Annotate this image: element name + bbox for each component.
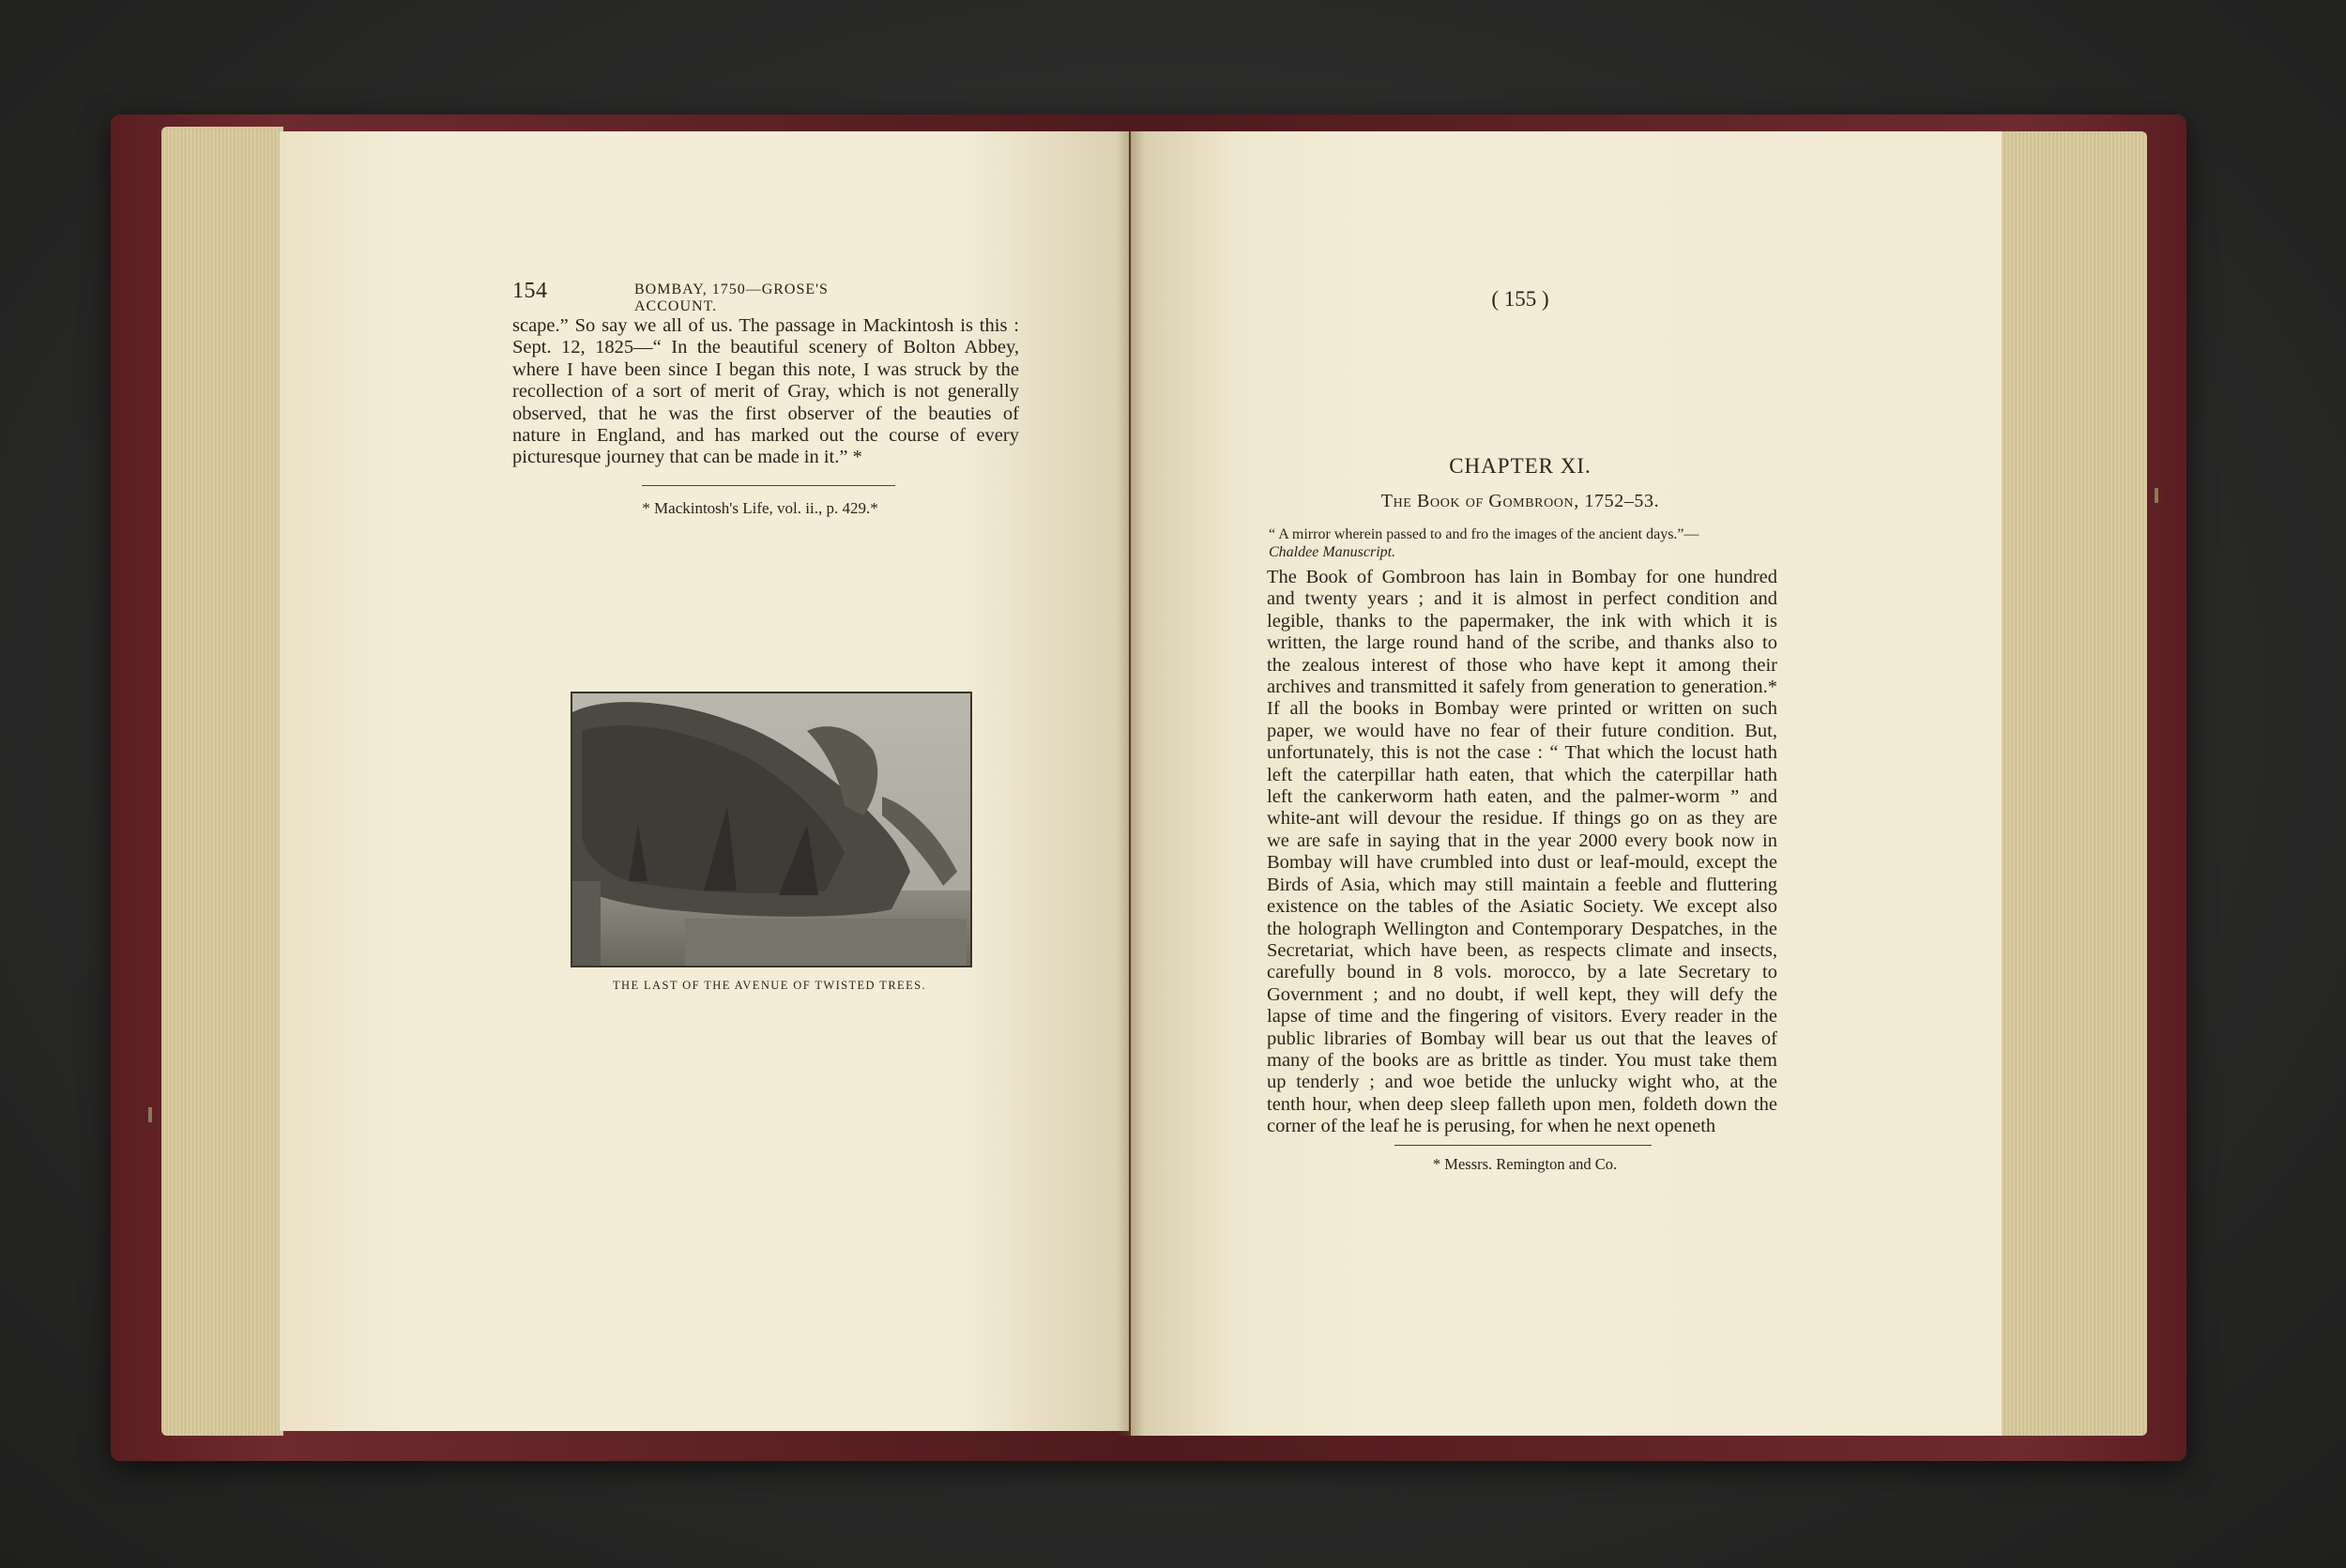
text-line: where I have been since I began this note, I was struck by the [512,358,1019,380]
text-line: Secretariat, which have been, as respects climate and insects, [1267,939,1777,961]
text-line: lapse of time and the fingering of visitors. Every reader in the [1267,1006,1777,1028]
text-line: If all the books in Bombay were printed or written on such [1267,698,1777,720]
left-body-text [512,315,1019,469]
text-line: many of the books are as brittle as tinder. You must take them [1267,1049,1777,1071]
text-line: legible, thanks to the papermaker, the ink with which it is [1267,610,1777,632]
text-line: corner of the leaf he is perusing, for when he next openeth [1267,1116,1716,1137]
text-line: written, the large round hand of the scribe, and thanks also to [1267,632,1777,654]
text-line: nature in England, and has marked out the course of every [512,425,1019,447]
text-line: Government ; and no doubt, if well kept, they will defy the [1267,983,1777,1005]
text-line: Birds of Asia, which may still maintain a feeble and fluttering [1267,874,1777,895]
epigraph-source: Chaldee Manuscript. [1269,544,1396,560]
edge-mark [148,1107,152,1122]
photo-plate [571,692,972,967]
footnote-rule [642,485,895,486]
right-footnote: * Messrs. Remington and Co. [1432,1155,1618,1173]
gutter-shadow [1117,131,1145,1436]
text-line: Bombay will have crumbled into dust or leaf-mould, except the [1267,852,1777,874]
text-line: and twenty years ; and it is almost in perfect condition and [1267,588,1777,610]
text-line: scape.” So say we all of us. The passage in Mackintosh is this : [512,315,1019,336]
text-line: picturesque journey that can be made in it.” * [512,447,862,468]
text-line: Sept. 12, 1825—“ In the beautiful scenery of Bolton Abbey, [512,337,1019,358]
chapter-subheading: The Book of Gombroon, 1752–53. [1380,491,1660,511]
text-line: up tenderly ; and woe betide the unlucky wight who, at the [1267,1072,1777,1093]
text-line: The Book of Gombroon has lain in Bombay for one hundred [1267,567,1777,587]
text-line: carefully bound in 8 vols. morocco, by a late Secretary to [1267,962,1777,983]
epigraph-quote: “ A mirror wherein passed to and fro the images of the ancient days.”— [1269,526,1699,542]
footnote-rule-right [1394,1145,1652,1146]
epigraph [1269,525,1775,561]
text-line: existence on the tables of the Asiatic Society. We except also [1267,896,1777,918]
text-line: tenth hour, when deep sleep falleth upon men, foldeth down the [1267,1093,1777,1115]
left-footnote: * Mackintosh's Life, vol. ii., p. 429.* [642,499,878,517]
text-line: the holograph Wellington and Contemporary Despatches, in the [1267,918,1777,939]
text-line: the zealous interest of those who have kept it among their [1267,654,1777,676]
text-line: recollection of a sort of merit of Gray, which is not generally [512,381,1019,403]
plate-caption: THE LAST OF THE AVENUE OF TWISTED TREES. [612,979,927,992]
text-line: public libraries of Bombay will bear us out that the leaves of [1267,1028,1777,1049]
edge-mark [2155,488,2158,503]
running-head-title: BOMBAY, 1750—GROSE'S ACCOUNT. [634,282,829,314]
chapter-heading: CHAPTER XI. [1449,454,1592,478]
folio-155: ( 155 ) [1491,287,1549,311]
left-page-edges [161,127,283,1436]
twisted-trees-image [572,693,970,966]
right-page-edges [1988,131,2147,1436]
text-line: observed, that he was the first observer of the beauties of [512,403,1019,424]
text-line: paper, we would have no fear of their future condition. But, [1267,720,1777,741]
text-line: unfortunately, this is not the case : “ That which the locust hath [1267,742,1777,764]
right-body-text [1267,567,1777,1138]
text-line: archives and transmitted it safely from generation to generation.* [1267,677,1777,698]
running-head [512,279,897,314]
text-line: left the caterpillar hath eaten, that which the caterpillar hath [1267,764,1777,785]
text-line: white-ant will devour the residue. If things go on as they are [1267,808,1777,830]
text-line: we are safe in saying that in the year 2000 every book now in [1267,830,1777,851]
page-number: 154 [512,279,548,303]
text-line: left the cankerworm hath eaten, and the palmer-worm ” and [1267,786,1777,808]
